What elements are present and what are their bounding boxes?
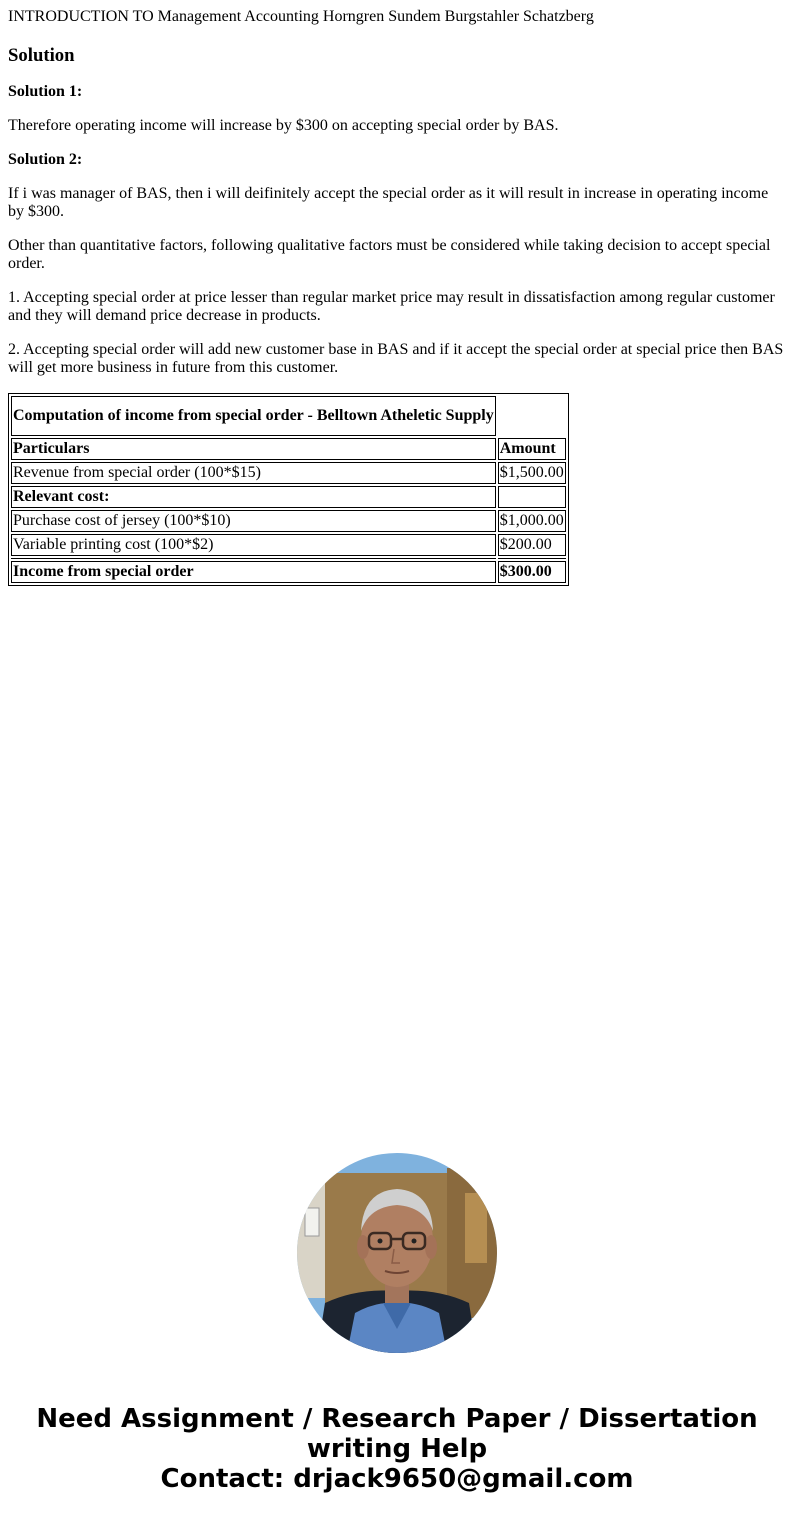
table-header-row: [11, 438, 566, 460]
solution-2-text: If i was manager of BAS, then i will deifinitely accept the special order as it will result in increase in operating income by $300.: [8, 185, 769, 220]
qualitative-factors-intro: Other than quantitative factors, following qualitative factors must be considered while taking decision to accept special order.: [8, 237, 771, 272]
qualitative-point-1: 1. Accepting special order at price lesser than regular market price may result in dissatisfaction among regular customer and they will demand price decrease in products.: [8, 289, 775, 324]
solution-heading: Solution: [8, 45, 75, 66]
avatar-photo: [297, 1153, 497, 1353]
row-label: Relevant cost:: [11, 486, 496, 508]
table-row: [11, 486, 566, 508]
table-row: [11, 534, 566, 556]
row-label: Purchase cost of jersey (100*$10): [11, 510, 496, 532]
column-header-particulars: Particulars: [11, 438, 496, 460]
table-title-empty-cell: [498, 396, 566, 436]
separator-line: [11, 558, 496, 559]
row-amount: $200.00: [498, 534, 566, 556]
row-label: Revenue from special order (100*$15): [11, 462, 496, 484]
contact-email: Contact: drjack9650@gmail.com: [160, 1464, 634, 1494]
promo-footer: [0, 1404, 794, 1494]
table-title-row: [11, 396, 566, 436]
row-amount: $1,000.00: [498, 510, 566, 532]
author-avatar: [297, 1153, 497, 1353]
row-label: Variable printing cost (100*$2): [11, 534, 496, 556]
solution-2-heading: Solution 2:: [8, 151, 83, 168]
solution-1-text: Therefore operating income will increase by $300 on accepting special order by BAS.: [8, 117, 559, 134]
solution-1-heading: Solution 1:: [8, 83, 83, 100]
table-total-row: [11, 561, 566, 583]
total-label: Income from special order: [11, 561, 496, 583]
promo-line-1: Need Assignment / Research Paper / Dissertation: [36, 1404, 758, 1434]
book-title: INTRODUCTION TO Management Accounting Horngren Sundem Burgstahler Schatzberg: [8, 8, 594, 25]
document-body: [8, 8, 786, 586]
qualitative-point-2: 2. Accepting special order will add new customer base in BAS and if it accept the special order at special price then BAS will get more business in future from this customer.: [8, 341, 784, 376]
table-separator-row: [11, 558, 566, 559]
column-header-amount: Amount: [498, 438, 566, 460]
row-amount: $1,500.00: [498, 462, 566, 484]
table-row: [11, 510, 566, 532]
special-order-income-table: [8, 393, 569, 586]
table-title: Computation of income from special order - Belltown Atheletic Supply: [11, 396, 496, 436]
table-row: [11, 462, 566, 484]
promo-line-2: writing Help: [306, 1434, 488, 1464]
total-amount: $300.00: [498, 561, 566, 583]
row-amount: [498, 486, 566, 508]
separator-line: [498, 558, 566, 559]
